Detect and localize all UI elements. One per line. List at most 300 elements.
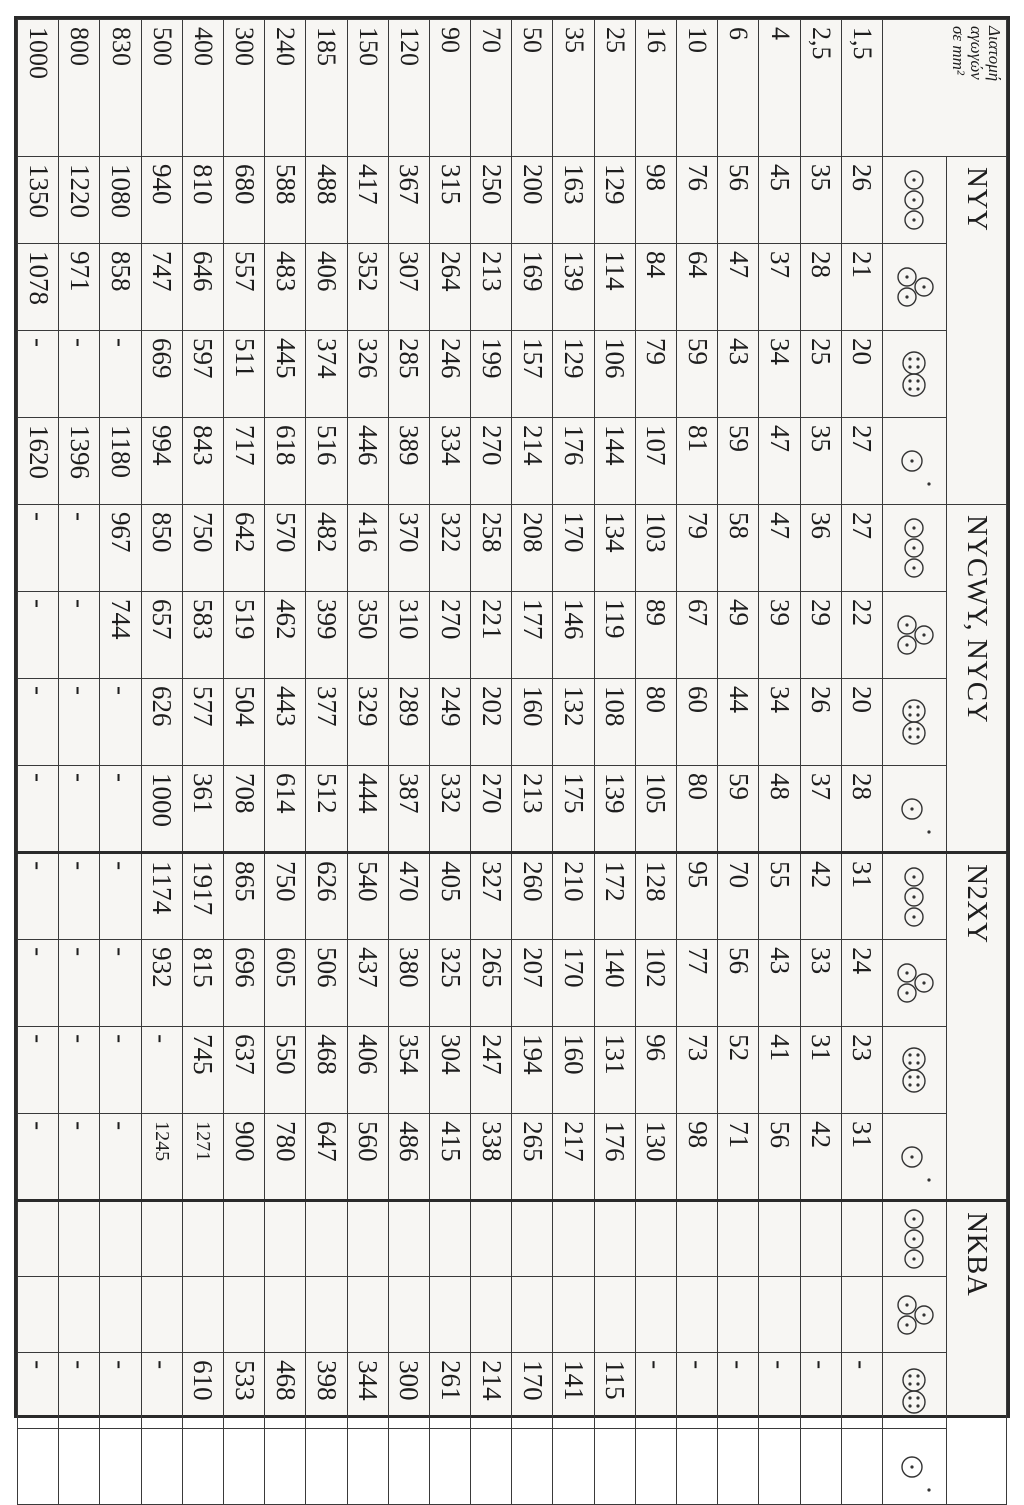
value-cell [553,1201,594,1277]
value-cell: 865 [224,853,265,940]
value-cell: 43 [759,940,800,1027]
value-cell: 20 [841,331,882,418]
table-row [718,20,759,1505]
table-row [677,20,718,1505]
value-cell: 540 [347,853,388,940]
value-cell: 160 [512,679,553,766]
value-cell: 28 [841,766,882,853]
value-cell: 680 [224,157,265,244]
value-cell: 488 [306,157,347,244]
value-cell: 98 [635,157,676,244]
value-cell: 405 [429,853,470,940]
value-cell [388,1277,429,1353]
table-row [841,20,882,1505]
value-cell: 1220 [59,157,100,244]
value-cell: 31 [841,1114,882,1201]
value-cell: - [18,940,59,1027]
value-cell: 387 [388,766,429,853]
value-cell: 932 [141,940,182,1027]
value-cell [677,1277,718,1353]
cross-section-cell: 1,5 [841,20,882,157]
value-cell [471,1277,512,1353]
cross-section-cell: 830 [100,20,141,157]
value-cell: - [59,766,100,853]
value-cell [553,1277,594,1353]
value-cell: 128 [635,853,676,940]
value-cell: 747 [141,244,182,331]
value-cell: 642 [224,505,265,592]
value-cell: 1080 [100,157,141,244]
value-cell: 550 [265,1027,306,1114]
value-cell [594,1201,635,1277]
value-cell: 334 [429,418,470,505]
value-cell: 446 [347,418,388,505]
value-cell: 300 [388,1353,429,1429]
value-cell: 516 [306,418,347,505]
value-cell: 900 [224,1114,265,1201]
value-cell: - [18,505,59,592]
value-cell: 67 [677,592,718,679]
value-cell: 967 [100,505,141,592]
value-cell: - [18,1027,59,1114]
value-cell: 367 [388,157,429,244]
group-header-nyy: NYY [947,157,1007,505]
value-cell: 315 [429,157,470,244]
value-cell: 200 [512,157,553,244]
value-cell: 815 [182,940,223,1027]
value-cell: 1174 [141,853,182,940]
single-core-cable-icon [883,418,947,505]
cross-section-cell: 150 [347,20,388,157]
value-cell: 44 [718,679,759,766]
value-cell: 264 [429,244,470,331]
value-cell [594,1277,635,1353]
value-cell: - [100,1027,141,1114]
value-cell: 940 [141,157,182,244]
value-cell: - [100,940,141,1027]
three-cores-trefoil-icon [883,244,947,331]
value-cell: 27 [841,418,882,505]
value-cell: 56 [718,157,759,244]
value-cell: 332 [429,766,470,853]
value-cell: 102 [635,940,676,1027]
value-cell [265,1201,306,1277]
value-cell: 105 [635,766,676,853]
cross-section-cell: 300 [224,20,265,157]
value-cell: 1396 [59,418,100,505]
value-cell: 80 [677,766,718,853]
value-cell: 260 [512,853,553,940]
value-cell: 26 [800,679,841,766]
value-cell: 406 [306,244,347,331]
value-cell: 377 [306,679,347,766]
value-cell: 29 [800,592,841,679]
value-cell: - [59,679,100,766]
value-cell: 646 [182,244,223,331]
value-cell: 176 [553,418,594,505]
three-cores-trefoil-icon [883,1277,947,1353]
value-cell: 41 [759,1027,800,1114]
cross-section-cell: 2,5 [800,20,841,157]
value-cell: 76 [677,157,718,244]
value-cell: 108 [594,679,635,766]
value-cell: 73 [677,1027,718,1114]
value-cell [347,1201,388,1277]
value-cell: 214 [512,418,553,505]
value-cell: 304 [429,1027,470,1114]
value-cell [265,1277,306,1353]
group-header-n2xy: N2XY [947,853,1007,1201]
table-row [141,20,182,1505]
value-cell: 657 [141,592,182,679]
value-cell: 468 [306,1027,347,1114]
value-cell: 22 [841,592,882,679]
value-cell [635,1429,676,1505]
value-cell: - [141,1353,182,1429]
table-row [347,20,388,1505]
value-cell: 626 [306,853,347,940]
value-cell: 103 [635,505,676,592]
value-cell: 58 [718,505,759,592]
cross-section-cell: 185 [306,20,347,157]
value-cell: 750 [182,505,223,592]
value-cell [718,1277,759,1353]
value-cell [471,1201,512,1277]
value-cell: 443 [265,679,306,766]
value-cell: - [59,331,100,418]
value-cell: 1620 [18,418,59,505]
value-cell: 486 [388,1114,429,1201]
value-cell: - [141,1027,182,1114]
value-cell [841,1277,882,1353]
value-cell: 570 [265,505,306,592]
cross-section-cell: 50 [512,20,553,157]
value-cell: 176 [594,1114,635,1201]
cross-section-cell: 240 [265,20,306,157]
table-row [635,20,676,1505]
cross-section-cell: 4 [759,20,800,157]
value-cell: 60 [677,679,718,766]
value-cell: 597 [182,331,223,418]
value-cell [100,1429,141,1505]
value-cell [182,1429,223,1505]
table-row [100,20,141,1505]
table-row [471,20,512,1505]
cable-current-rating-table [17,19,1007,1505]
value-cell: 70 [718,853,759,940]
three-cores-trefoil-icon [883,940,947,1027]
value-cell: 84 [635,244,676,331]
value-cell: 42 [800,853,841,940]
value-cell: 43 [718,331,759,418]
value-cell: 289 [388,679,429,766]
value-cell: - [100,766,141,853]
value-cell: 618 [265,418,306,505]
three-cores-in-line-icon [883,157,947,244]
value-cell [182,1277,223,1353]
four-core-cable-icon [883,679,947,766]
value-cell: 415 [429,1114,470,1201]
value-cell: 374 [306,331,347,418]
value-cell: - [718,1353,759,1429]
value-cell: 221 [471,592,512,679]
value-cell: 533 [224,1353,265,1429]
value-cell: 338 [471,1114,512,1201]
value-cell: 843 [182,418,223,505]
value-cell: 285 [388,331,429,418]
value-cell: 352 [347,244,388,331]
value-cell: 512 [306,766,347,853]
value-cell: 417 [347,157,388,244]
value-cell: 139 [594,766,635,853]
value-cell: - [100,331,141,418]
value-cell: 114 [594,244,635,331]
value-cell: 511 [224,331,265,418]
value-cell: 141 [553,1353,594,1429]
value-cell [429,1277,470,1353]
value-cell: 470 [388,853,429,940]
value-cell: 504 [224,679,265,766]
value-cell: 1917 [182,853,223,940]
four-core-cable-icon [883,331,947,418]
value-cell: 810 [182,157,223,244]
value-cell: 48 [759,766,800,853]
value-cell [224,1201,265,1277]
value-cell: 129 [594,157,635,244]
value-cell [141,1201,182,1277]
value-cell: 437 [347,940,388,1027]
table-row [265,20,306,1505]
value-cell [800,1429,841,1505]
value-cell: 20 [841,679,882,766]
value-cell: 614 [265,766,306,853]
value-cell: 31 [800,1027,841,1114]
value-cell: 35 [800,157,841,244]
value-cell: 59 [718,418,759,505]
value-cell [635,1277,676,1353]
value-cell: 214 [471,1353,512,1429]
value-cell: 79 [677,505,718,592]
value-cell: 1000 [141,766,182,853]
value-cell: 307 [388,244,429,331]
value-cell [429,1201,470,1277]
table-row [429,20,470,1505]
table-row [594,20,635,1505]
value-cell: 199 [471,331,512,418]
value-cell: 270 [471,766,512,853]
value-cell [59,1201,100,1277]
value-cell: 119 [594,592,635,679]
value-cell: 213 [512,766,553,853]
value-cell [59,1429,100,1505]
value-cell [429,1429,470,1505]
value-cell: 157 [512,331,553,418]
value-cell: - [18,592,59,679]
value-cell: - [59,505,100,592]
value-cell: 47 [718,244,759,331]
value-cell: 81 [677,418,718,505]
value-cell: 49 [718,592,759,679]
value-cell: 210 [553,853,594,940]
value-cell: 605 [265,940,306,1027]
value-cell: - [18,1114,59,1201]
value-cell: 399 [306,592,347,679]
value-cell [306,1429,347,1505]
value-cell: 380 [388,940,429,1027]
value-cell [182,1201,223,1277]
value-cell: 250 [471,157,512,244]
value-cell: 361 [182,766,223,853]
value-cell: 708 [224,766,265,853]
value-cell: 59 [718,766,759,853]
value-cell: 354 [388,1027,429,1114]
value-cell: 858 [100,244,141,331]
three-cores-in-line-icon [883,505,947,592]
value-cell: 780 [265,1114,306,1201]
value-cell: 98 [677,1114,718,1201]
cross-section-cell: 6 [718,20,759,157]
value-cell [800,1201,841,1277]
cross-section-cell: 500 [141,20,182,157]
value-cell: 177 [512,592,553,679]
value-cell: 577 [182,679,223,766]
value-cell: 445 [265,331,306,418]
value-cell [100,1277,141,1353]
value-cell [759,1201,800,1277]
value-cell: 588 [265,157,306,244]
value-cell: 325 [429,940,470,1027]
value-cell: 140 [594,940,635,1027]
value-cell: 131 [594,1027,635,1114]
value-cell: 994 [141,418,182,505]
value-cell: 717 [224,418,265,505]
value-cell: 557 [224,244,265,331]
value-cell: 26 [841,157,882,244]
value-cell [306,1277,347,1353]
value-cell [18,1201,59,1277]
cross-section-cell: 120 [388,20,429,157]
value-cell: 444 [347,766,388,853]
value-cell [512,1201,553,1277]
value-cell: 850 [141,505,182,592]
value-cell: 170 [553,940,594,1027]
value-cell [677,1201,718,1277]
value-cell: 144 [594,418,635,505]
value-cell: 213 [471,244,512,331]
value-cell: 27 [841,505,882,592]
value-cell: 1245 [141,1114,182,1201]
value-cell: 34 [759,679,800,766]
value-cell [59,1277,100,1353]
three-cores-in-line-icon [883,1201,947,1277]
value-cell: 172 [594,853,635,940]
value-cell: - [800,1353,841,1429]
value-cell [224,1429,265,1505]
value-cell: 745 [182,1027,223,1114]
value-cell: - [100,1114,141,1201]
value-cell: 139 [553,244,594,331]
table-row [553,20,594,1505]
table-row [18,20,59,1505]
cross-section-cell: 16 [635,20,676,157]
value-cell [141,1429,182,1505]
value-cell: 208 [512,505,553,592]
value-cell: 261 [429,1353,470,1429]
four-core-cable-icon [883,1353,947,1429]
value-cell: 217 [553,1114,594,1201]
value-cell: 33 [800,940,841,1027]
corner-line-1: Διατομή [985,26,1004,82]
value-cell: - [59,1353,100,1429]
value-cell: - [18,766,59,853]
value-cell: - [100,853,141,940]
value-cell: 637 [224,1027,265,1114]
value-cell: - [635,1353,676,1429]
group-header-nycwy-nycy: NYCWY, NYCY [947,505,1007,853]
value-cell: 134 [594,505,635,592]
value-cell: 25 [800,331,841,418]
value-cell [553,1429,594,1505]
value-cell [635,1201,676,1277]
single-core-cable-icon [883,1114,947,1201]
value-cell: 1180 [100,418,141,505]
value-cell: 42 [800,1114,841,1201]
value-cell: 55 [759,853,800,940]
value-cell: 246 [429,331,470,418]
table-row [512,20,553,1505]
value-cell: 107 [635,418,676,505]
single-core-cable-icon [883,1429,947,1505]
value-cell: 310 [388,592,429,679]
value-cell [471,1429,512,1505]
value-cell: 47 [759,505,800,592]
value-cell: 202 [471,679,512,766]
value-cell: 96 [635,1027,676,1114]
value-cell: 169 [512,244,553,331]
value-cell [512,1277,553,1353]
value-cell [512,1429,553,1505]
value-cell: 24 [841,940,882,1027]
value-cell: 327 [471,853,512,940]
value-cell: - [59,1114,100,1201]
value-cell: 95 [677,853,718,940]
value-cell: 37 [800,766,841,853]
value-cell: 258 [471,505,512,592]
value-cell: 175 [553,766,594,853]
value-cell: 71 [718,1114,759,1201]
value-cell [841,1201,882,1277]
value-cell: - [59,1027,100,1114]
value-cell: 610 [182,1353,223,1429]
value-cell: 163 [553,157,594,244]
value-cell [388,1201,429,1277]
value-cell: 77 [677,940,718,1027]
value-cell [718,1201,759,1277]
value-cell [759,1277,800,1353]
value-cell: 398 [306,1353,347,1429]
value-cell: 971 [59,244,100,331]
value-cell: 416 [347,505,388,592]
value-cell: 194 [512,1027,553,1114]
value-cell: 160 [553,1027,594,1114]
value-cell: 322 [429,505,470,592]
value-cell: 170 [553,505,594,592]
value-cell: 249 [429,679,470,766]
value-cell: 270 [429,592,470,679]
value-cell: 45 [759,157,800,244]
value-cell: 1350 [18,157,59,244]
value-cell: 468 [265,1353,306,1429]
